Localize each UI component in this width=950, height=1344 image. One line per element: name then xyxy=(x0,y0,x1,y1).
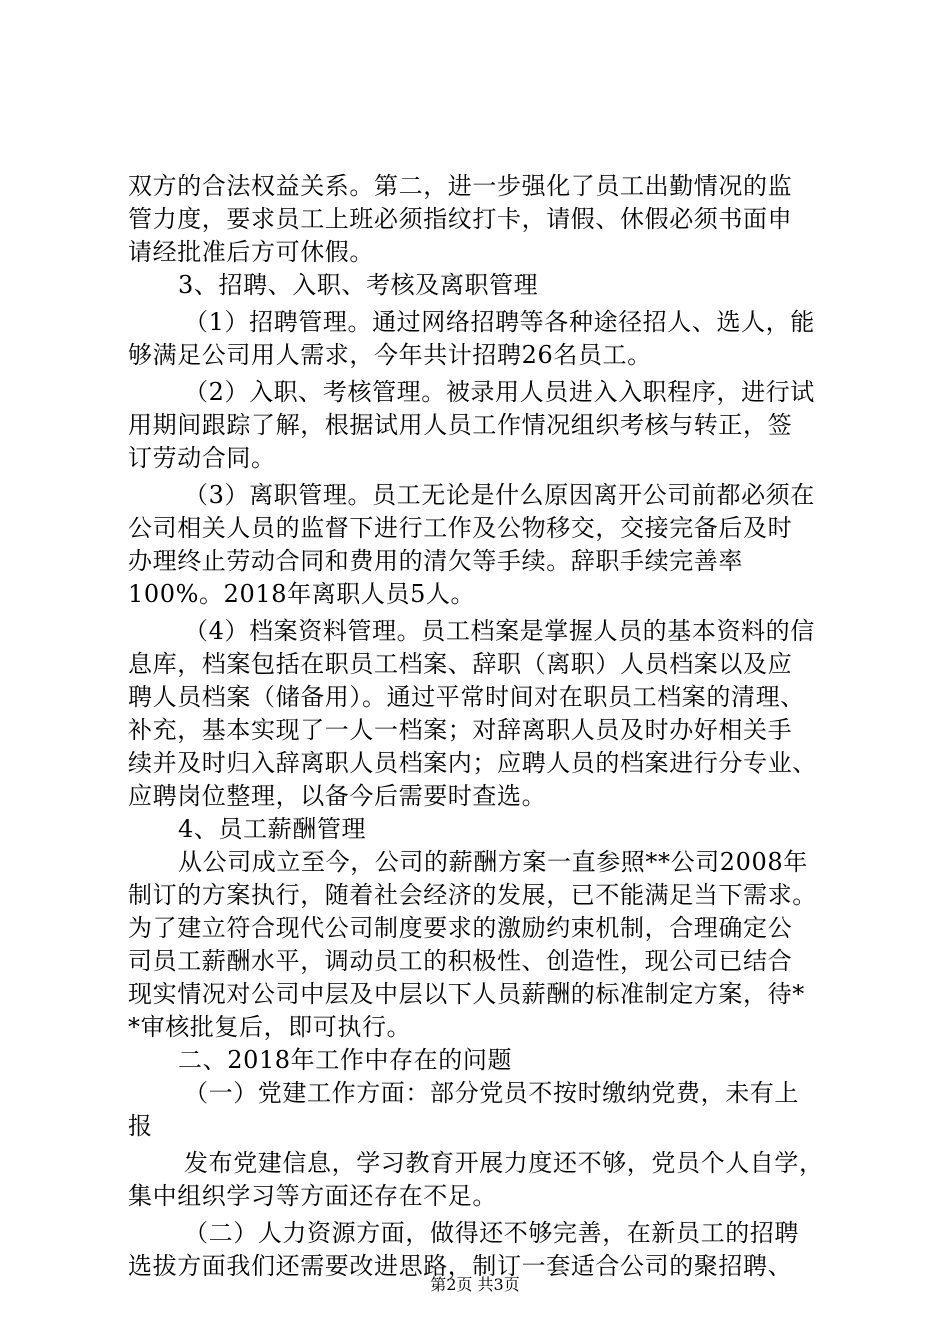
text-line: 现实情况对公司中层及中层以下人员薪酬的标准制定方案，待* xyxy=(128,980,805,1008)
document-body xyxy=(128,170,828,1283)
text-line: 补充，基本实现了一人一档案；对辞离职人员及时办好相关手 xyxy=(128,716,793,744)
text-line: 发布党建信息，学习教育开展力度还不够，党员个人自学， xyxy=(184,1149,824,1177)
text-line: 用期间跟踪了解，根据试用人员工作情况组织考核与转正，签 xyxy=(128,411,793,439)
text-line: 息库，档案包括在职员工档案、辞职（离职）人员档案以及应 xyxy=(128,650,793,678)
text-line: 够满足公司用人需求，今年共计招聘26名员工。 xyxy=(128,341,652,369)
text-line: 为了建立符合现代公司制度要求的激励约束机制，合理确定公 xyxy=(128,914,793,942)
text-line: 报 xyxy=(128,1112,153,1140)
text-line: 100%。2018年离职人员5人。 xyxy=(128,580,476,608)
text-line: 应聘岗位整理，以备今后需要时查选。 xyxy=(128,782,547,810)
text-line: （3）离职管理。员工无论是什么原因离开公司前都必须在 xyxy=(184,481,815,509)
text-line: （一）党建工作方面：部分党员不按时缴纳党费，未有上 xyxy=(184,1079,799,1107)
text-line: 办理终止劳动合同和费用的清欠等手续。辞职手续完善率 xyxy=(128,547,743,575)
page-number: 第2页 共3页 xyxy=(430,1275,520,1294)
text-line: 司员工薪酬水平，调动员工的积极性、创造性，现公司已结合 xyxy=(128,947,793,975)
text-line: 从公司成立至今，公司的薪酬方案一直参照**公司2008年 xyxy=(178,848,808,876)
text-line: 双方的合法权益关系。第二，进一步强化了员工出勤情况的监 xyxy=(128,172,793,200)
text-line: 聘人员档案（储备用）。通过平常时间对在职员工档案的清理、 xyxy=(128,683,805,711)
text-line: 请经批准后方可休假。 xyxy=(128,238,374,266)
section-heading: 4、员工薪酬管理 xyxy=(178,815,367,843)
text-line: 选拔方面我们还需要改进思路，制订一套适合公司的聚招聘、 xyxy=(128,1252,793,1280)
text-line: 管力度，要求员工上班必须指纹打卡，请假、休假必须书面申 xyxy=(128,205,793,233)
text-line: （2）入职、考核管理。被录用人员进入入职程序，进行试 xyxy=(184,378,815,406)
text-line: （1）招聘管理。通过网络招聘等各种途径招人、选人，能 xyxy=(184,308,815,336)
text-line: 制订的方案执行，随着社会经济的发展，已不能满足当下需求。 xyxy=(128,881,817,909)
text-line: （4）档案资料管理。员工档案是掌握人员的基本资料的信 xyxy=(184,617,815,645)
section-heading: 3、招聘、入职、考核及离职管理 xyxy=(178,271,539,299)
text-line: 订劳动合同。 xyxy=(128,444,276,472)
text-line: *审核批复后，即可执行。 xyxy=(128,1013,412,1041)
text-line: 续并及时归入辞离职人员档案内；应聘人员的档案进行分专业、 xyxy=(128,749,817,777)
section-heading: 二、2018年工作中存在的问题 xyxy=(178,1046,513,1074)
text-line: （二）人力资源方面，做得还不够完善，在新员工的招聘 xyxy=(184,1219,799,1247)
text-line: 集中组织学习等方面还存在不足。 xyxy=(128,1182,497,1210)
text-line: 公司相关人员的监督下进行工作及公物移交，交接完备后及时 xyxy=(128,514,793,542)
